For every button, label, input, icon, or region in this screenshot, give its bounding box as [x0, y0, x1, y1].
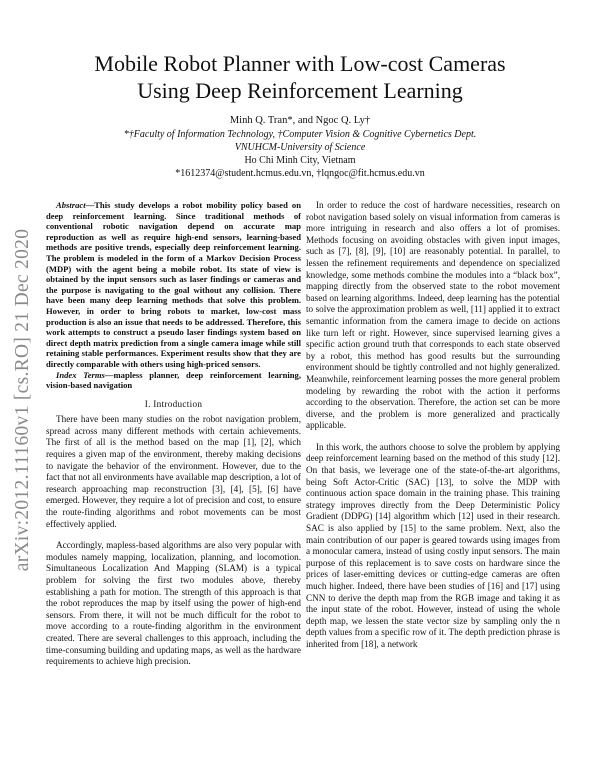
- author-list: Minh Q. Tran*, and Ngoc Q. Ly†: [229, 115, 371, 126]
- affiliation-block: [60, 128, 540, 180]
- abstract: [46, 200, 301, 370]
- arxiv-stamp-text: arXiv:2012.11160v1 [cs.RO] 21 Dec 2020: [12, 228, 34, 572]
- abstract-text: —This study develops a robot mobility policy based on deep reinforcement learning. Since traditional methods of conventional robotic navigation depend on accurate map reproduction as well as require high-end sensors, learning-based methods are positive trends, especially deep reinforcement learning. The problem is modeled in the form of a Markov Decision Process (MDP) with the agent being a mobile robot. Its state of view is obtained by the input sensors such as laser findings or cameras and the purpose is navigating to the goal without any collision. There have been many deep learning methods that solve this problem. However, in order to bring robots to market, low-cost mass production is also an issue that needs to be addressed. Therefore, this work attempts to construct a pseudo laser findings system based on direct depth matrix prediction from a single camera image while still retaining stable performances. Experiment results show that they are directly comparable with others using high-priced sensors.: [46, 200, 301, 369]
- right-column: [306, 200, 560, 651]
- left-paragraph-2: Accordingly, mapless-based algorithms are also very popular with modules namely mapping, localization, planning, and locomotion. Simultaneous Localization And Mapping (SLAM) is a typical problem for solving the first two modules above, thereby establishing a path for motion. The strength of this approach is that the robot reproduces the map by itself using the power of high-end sensors. From there, it will not be much difficult for the robot to move according to a route-finding algorithm in the environment created. There are several challenges to this approach, including the time-consuming building and updating maps, as well as the hardware requirements to achieve high precision.: [46, 540, 301, 667]
- left-column: [46, 200, 301, 668]
- title-line-2: Using Deep Reinforcement Learning: [137, 78, 463, 103]
- paper-title: [60, 50, 540, 104]
- affiliation-line-4: *1612374@student.hcmus.edu.vn, †lqngoc@fit.hcmus.edu.vn: [175, 168, 425, 179]
- left-paragraph-1: There have been many studies on the robot navigation problem, spread across many different methods with certain achievements. The first of all is the method based on the map [1], [2], which requires a given map of the environment, thereby making decisions to navigate the behavior of the environment. However, due to the fact that not all environments have available map description, a lot of research approaching map reconstruction [3], [4], [5], [6] have emerged. However, they require a lot of precision and cost, to ensure the route-finding algorithms and robot movements can be most effectively applied.: [46, 414, 301, 529]
- abstract-label: Abstract: [56, 200, 86, 210]
- affiliation-line-3: Ho Chi Minh City, Vietnam: [244, 155, 356, 166]
- right-paragraph-2: In this work, the authors choose to solve the problem by applying deep reinforcement learning based on the method of this study [12]. On that basis, we leverage one of the state-of-the-art algorithms, being Soft Actor-Critic (SAC) [13], to solve the MDP with continuous action space domain in the training phase. This training strategy improves directly from the Deep Deterministic Policy Gradient (DDPG) [14] algorithm which [12] used in their research. SAC is also applied by [15] to the same problem. Next, also the main contribution of our paper is geared towards using images from a monocular camera, instead of using costly input sensors. The main purpose of this replacement is to save costs on hardware since the prices of laser-emitting devices or cutting-edge cameras are often much higher. Indeed, there have been studies of [16] and [17] using CNN to derive the depth map from the RGB image and taking it as the input state of the robot. However, instead of using the whole depth map, we lessen the state vector size by sampling only the n depth values from a specific row of it. The depth prediction phrase is inherited from [18], a network: [306, 441, 560, 649]
- index-terms-label: Index Terms: [56, 369, 105, 380]
- section-heading-introduction: I. Introduction: [144, 398, 203, 409]
- arxiv-identifier-stamp: [6, 200, 40, 600]
- right-paragraph-1: In order to reduce the cost of hardware necessities, research on robot navigation based solely on visual information from cameras is more intriguing in research and also offers a lot of promises. Methods focusing on avoiding obstacles with given input images, such as [7], [8], [9], [10] are reasonably potential. In parallel, to lessen the refinement requirements and dependence on specialized knowledge, some methods combine the modules into a “black box”, mapping directly from the observed state to the robot movement based on learning algorithms. Indeed, deep learning has the potential to solve the approximation problem as well, [11] applied it to extract semantic information from the camera image to decide on actions like turn left or right. However, since supervised learning gives a specific action ground truth that corresponds to each state observed by a robot, this method has good results but the surrounding environment should be tightly controlled and not highly generalized. Meanwhile, reinforcement learning posses the more general problem modeling by rewarding the robot with the action it performs according to the observation. Therefore, the action set can be more diverse, and the problem is more generalized and practically applicable.: [306, 200, 560, 431]
- index-terms: [46, 370, 301, 391]
- affiliation-line-2: VNUHCM-University of Science: [234, 142, 366, 153]
- affiliation-line-1: *†Faculty of Information Technology, †Computer Vision & Cognitive Cybernetics Dept.: [123, 129, 477, 140]
- title-line-1: Mobile Robot Planner with Low-cost Cameras: [94, 51, 506, 76]
- index-terms-text: —mapless planner, deep reinforcement learning, vision-based navigation: [46, 369, 302, 391]
